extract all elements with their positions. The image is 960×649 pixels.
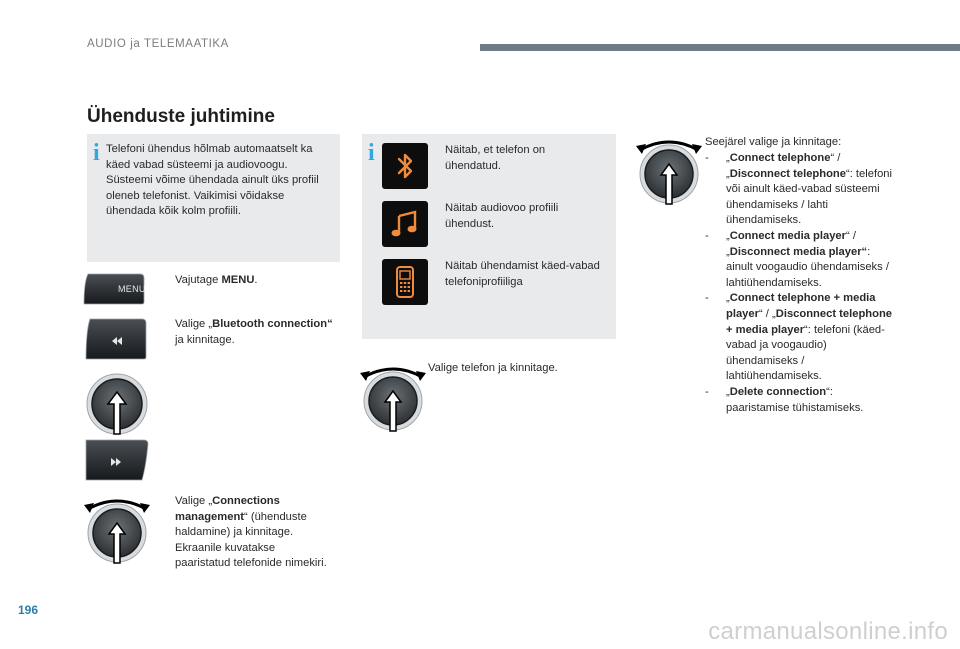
menu-button-label: MENU [118, 284, 146, 294]
header-bar [480, 44, 960, 51]
step2-text: Valige „Bluetooth connection“ ja kinnitage. [175, 318, 333, 346]
watermark: carmanualsonline.info [708, 618, 948, 645]
music-note-icon [390, 210, 420, 238]
section-header: AUDIO ja TELEMAATIKA [87, 38, 229, 50]
page-number: 196 [18, 603, 39, 617]
step3-text: Valige „Connections management“ (ühenduste haldamine) ja kinnitage. Ekraanile kuvatakse paaristatud telefonide nimekiri. [175, 495, 327, 570]
next-button [84, 438, 150, 482]
bluetooth-icon [392, 151, 418, 181]
page-title: Ühenduste juhtimine [87, 106, 275, 127]
info-left-text: Telefoni ühendus hõlmab automaatselt ka käed vabad süsteemi ja audiovoogu. Süsteemi võime ühendada ainult üks profiil oleneb telefonist. Vaikimisi võidakse ühendada kõik kolm profiili. [106, 143, 319, 218]
rotary-knob-press [85, 372, 149, 436]
info-icon: i [93, 140, 100, 166]
right-intro: Seejärel valige ja kinnitage: [705, 136, 842, 148]
info-icon: i [368, 140, 375, 166]
audio-status-indicator [382, 201, 428, 247]
audio-text: Näitab audiovoo profiili ühendust. [445, 202, 559, 230]
bluetooth-text: Näitab, et telefon on ühendatud. [445, 144, 546, 172]
phone-status-indicator [382, 259, 428, 305]
rotary-knob-rotate [634, 134, 704, 206]
list-item: - „Delete connection“: paaristamise tühistamiseks. [705, 385, 895, 416]
rotary-knob-rotate [82, 493, 152, 565]
previous-button [84, 317, 148, 361]
bluetooth-status-indicator [382, 143, 428, 189]
list-item: - „Connect telephone + media player“ / „Disconnect telephone + media player“: telefoni (käed-vabad ja voogaudio) ühendamiseks / lahtiühendamiseks. [705, 291, 895, 385]
list-item: - „Connect media player“ / „Disconnect media player“: ainult voogaudio ühendamiseks / lahtiühendamiseks. [705, 229, 895, 291]
phone-text: Näitab ühendamist käed-vabad telefoniprofiiliga [445, 260, 600, 288]
list-item: - „Connect telephone“ / „Disconnect telephone“: telefoni või ainult käed-vabad süsteemi ühendamiseks / lahti ühendamiseks. [705, 151, 895, 229]
step4-text: Valige telefon ja kinnitage. [428, 362, 558, 374]
rotary-knob-rotate [358, 361, 428, 433]
option-list [705, 151, 895, 416]
step1-text: Vajutage MENU. [175, 274, 258, 286]
mobile-phone-icon [395, 266, 415, 298]
